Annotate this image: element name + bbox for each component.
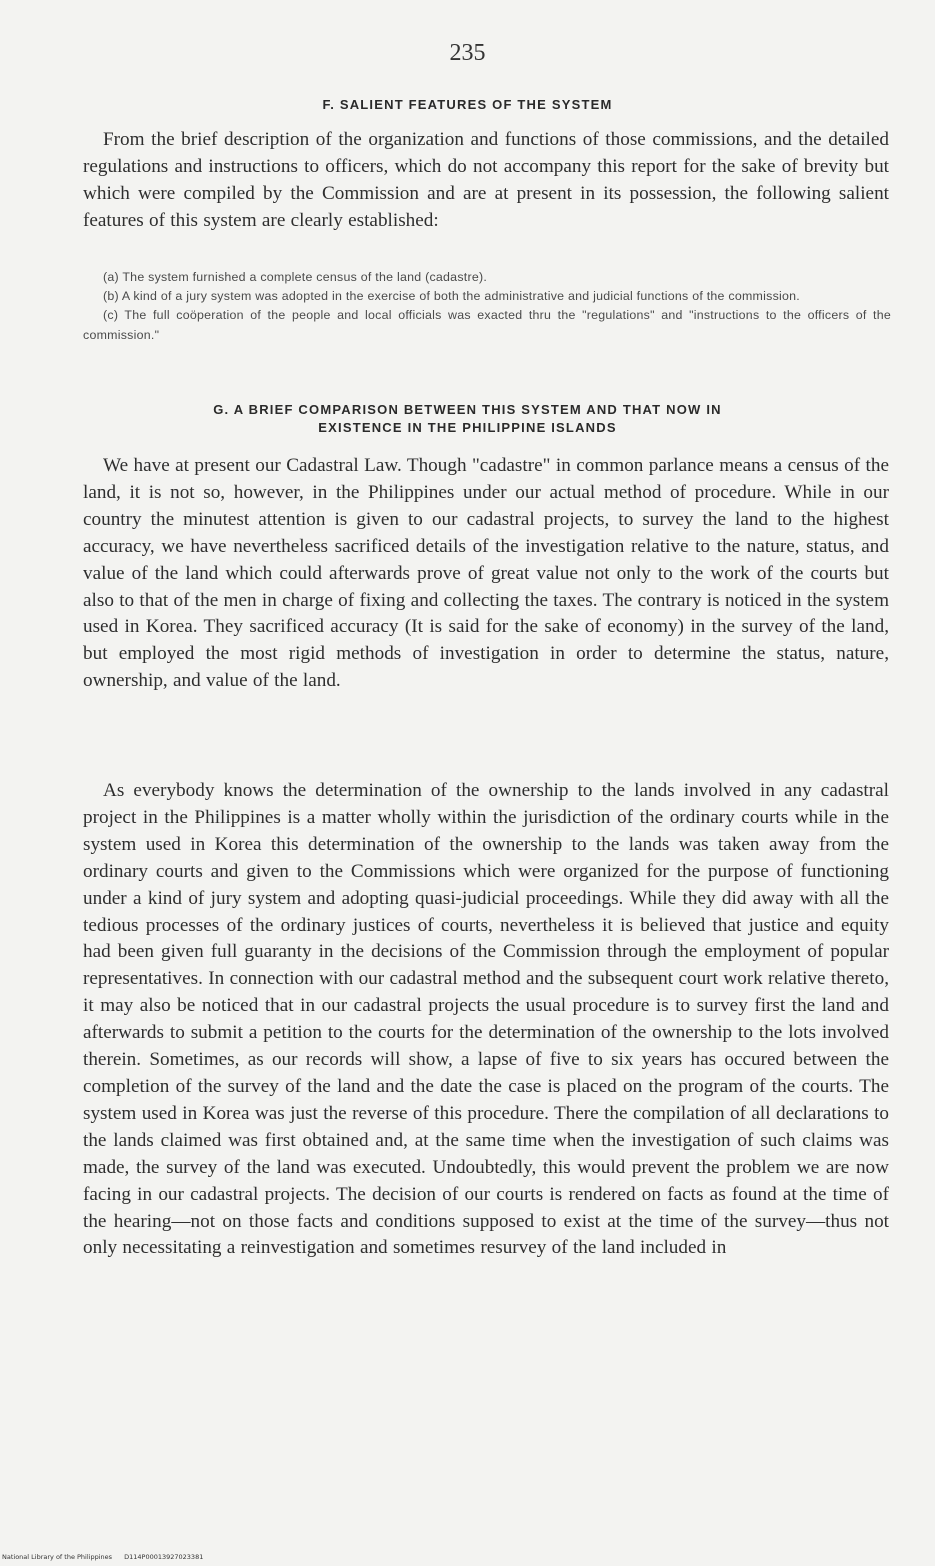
page-number: 235: [449, 40, 486, 66]
section-g-heading-line-1: G. A BRIEF COMPARISON BETWEEN THIS SYSTEM AND THAT NOW IN: [213, 402, 722, 417]
section-g-heading-line-2: EXISTENCE IN THE PHILIPPINE ISLANDS: [318, 420, 617, 435]
section-g-paragraph-1: We have at present our Cadastral Law. Though "cadastre" in common parlance means a census of the land, it is not so, however, in the Philippines under our actual method of procedure. While in our country the minutest attention is given to our cadastral projects, to survey the land to the highest accuracy, we have nevertheless sacrificed details of the investigation relative to the nature, status, and value of the land which could afterwards prove of great value not only to the work of the courts but also to that of the men in charge of fixing and collecting the taxes. The contrary is noticed in the system used in Korea. They sacrificed accuracy (It is said for the sake of economy) in the survey of the land, but employed the most rigid methods of investigation in order to determine the status, nature, ownership, and value of the land.: [83, 455, 889, 692]
section-f-intro-paragraph: From the brief description of the organization and functions of those commissions, and the detailed regulations and instructions to officers, which do not accompany this report for the sake of brevity but which were compiled by the Commission and are at present in its possession, the following salient features of this system are clearly established:: [83, 129, 889, 231]
feature-item-b: (b) A kind of a jury system was adopted in the exercise of both the administrative and judicial functions of the commission.: [103, 289, 800, 304]
library-name: National Library of the Philippines: [2, 1553, 113, 1561]
section-g-heading: [100, 401, 835, 437]
document-identifier: D114P00013927023381: [124, 1553, 204, 1561]
section-f-heading: F. SALIENT FEATURES OF THE SYSTEM: [322, 97, 613, 112]
feature-item-a: (a) The system furnished a complete census of the land (cadastre).: [103, 270, 488, 284]
section-g-paragraph-2: As everybody knows the determination of the ownership to the lands involved in any cadastral project in the Philippines is a matter wholly within the jurisdiction of the ordinary courts while in the system used in Korea this determination of the ownership to the lands was taken away from the ordinary courts and given to the Commissions which were organized for the purpose of functioning under a kind of jury system and adopting quasi-judicial proceedings. While they did away with all the tedious processes of the ordinary justices of courts, nevertheless it is believed that justice and equity had been given full guaranty in the decisions of the Commission through the employment of popular representatives. In connection with our cadastral method and the subsequent court work relative thereto, it may also be noticed that in our cadastral projects the usual procedure is to survey first the land and afterwards to submit a petition to the courts for the determination of the ownership to the lots involved therein. Sometimes, as our records will show, a lapse of five to six years has occured between the completion of the survey of the land and the date the case is placed on the program of the courts. The system used in Korea was just the reverse of this procedure. There the compilation of all declarations to the lands claimed was first obtained and, at the same time when the investigation of such claims was made, the survey of the land was executed. Undoubtedly, this would prevent the problem we are now facing in our cadastral projects. The decision of our courts is rendered on facts as found at the time of the hearing—not on those facts and conditions supposed to exist at the time of the survey—thus not only necessitating a reinvestigation and sometimes resurvey of the land included in: [83, 780, 889, 1259]
salient-features-list: [83, 268, 891, 345]
archive-footer: [2, 1553, 213, 1561]
feature-item-c: (c) The full coöperation of the people and local officials was exacted thru the "regulations" and "instructions to the officers of the commission.": [83, 308, 891, 342]
